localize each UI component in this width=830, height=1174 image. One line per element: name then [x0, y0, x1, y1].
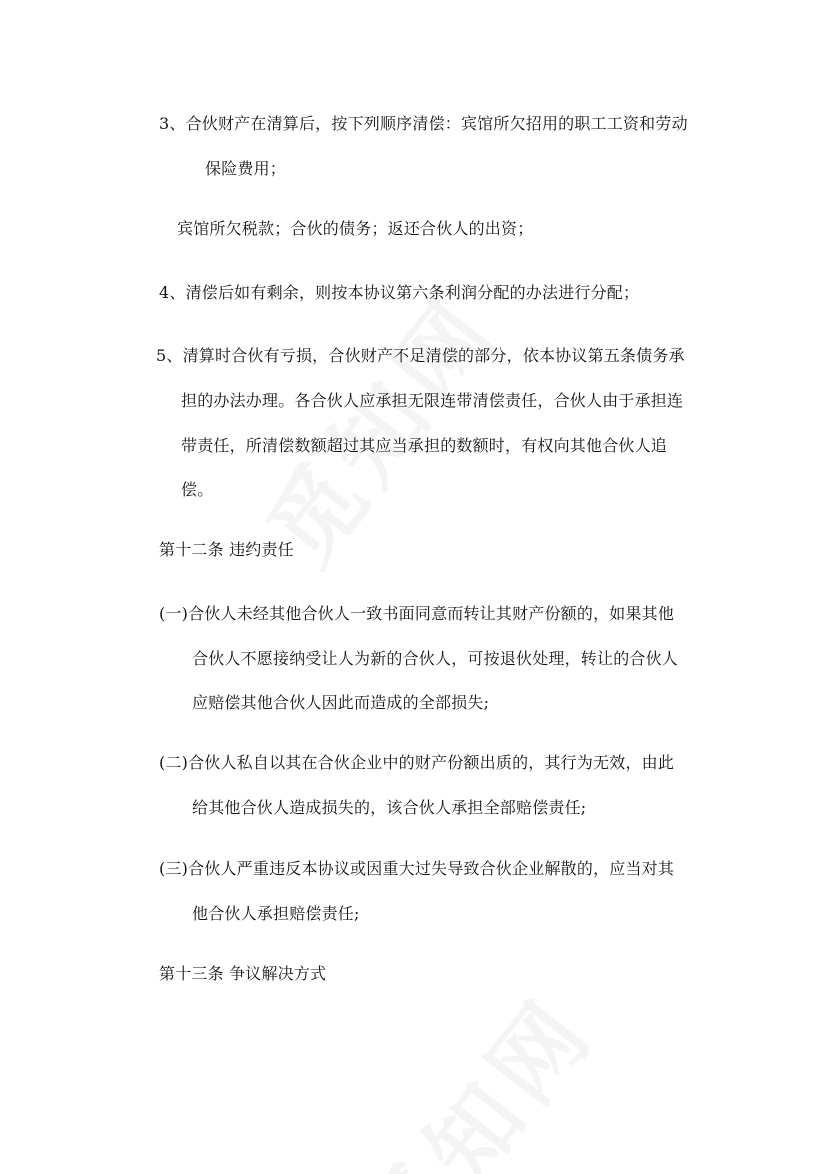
clause-12-item-1-line-2: 合伙人不愿接纳受让人为新的合伙人，可按退伙处理，转让的合伙人 [192, 649, 679, 668]
clause-12-item-3-line-1: (三)合伙人严重违反本协议或因重大过失导致合伙企业解散的，应当对其 [159, 859, 675, 878]
clause-11-item-5-line-4: 偿。 [181, 480, 214, 499]
clause-11-item-5-line-2: 担的办法办理。各合伙人应承担无限连带清偿责任，合伙人由于承担连 [181, 391, 684, 410]
clause-12-item-2-line-2: 给其他合伙人造成损失的，该合伙人承担全部赔偿责任; [192, 798, 587, 817]
clause-11-item-5-line-3: 带责任，所清偿数额超过其应当承担的数额时，有权向其他合伙人追 [181, 436, 668, 455]
clause-12-item-1-line-1: (一)合伙人未经其他合伙人一致书面同意而转让其财产份额的，如果其他 [159, 604, 675, 623]
clause-11-item-3-line-1: 3、合伙财产在清算后，按下列顺序清偿：宾馆所欠招用的职工工资和劳动 [159, 114, 688, 133]
clause-12-heading: 第十二条 违约责任 [159, 540, 294, 559]
clause-12-item-2-line-1: (二)合伙人私自以其在合伙企业中的财产份额出质的，其行为无效，由此 [159, 753, 675, 772]
clause-11-item-5-line-1: 5、清算时合伙有亏损，合伙财产不足清偿的部分，依本协议第五条债务承 [156, 346, 685, 365]
clause-13-heading: 第十三条 争议解决方式 [159, 964, 327, 983]
clause-11-item-3-line-3: 宾馆所欠税款；合伙的债务；返还合伙人的出资； [177, 219, 534, 238]
clause-12-item-1-line-3: 应赔偿其他合伙人因此而造成的全部损失; [192, 693, 490, 712]
clause-12-item-3-line-2: 他合伙人承担赔偿责任; [192, 904, 360, 923]
watermark-text [327, 965, 619, 1174]
clause-11-item-4-line-1: 4、清偿后如有剩余，则按本协议第六条利润分配的办法进行分配； [159, 283, 640, 302]
watermark-text [232, 265, 524, 587]
clause-11-item-3-line-2: 保险费用； [205, 159, 287, 178]
